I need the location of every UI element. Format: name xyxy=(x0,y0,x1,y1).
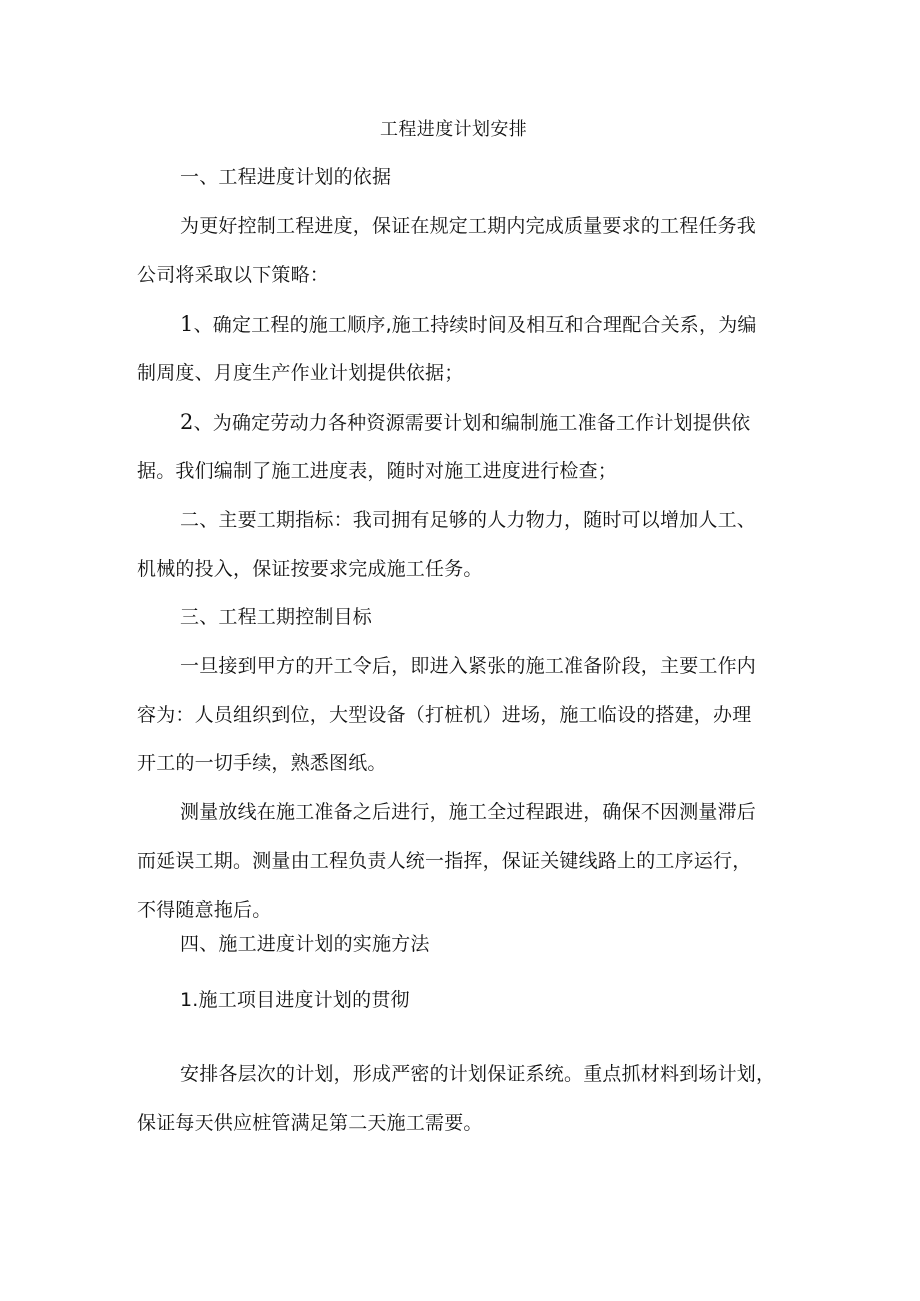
section-2-line-1: 二、主要工期指标：我司拥有足够的人力物力，随时可以增加人工、 xyxy=(180,509,757,531)
section-1-item-1-line-2: 制周度、月度生产作业计划提供依据； xyxy=(137,362,464,384)
section-1-item-2-line-2: 据。我们编制了施工进度表，随时对施工进度进行检查； xyxy=(137,460,618,482)
section-1-intro-line-1: 为更好控制工程进度，保证在规定工期内完成质量要求的工程任务我 xyxy=(180,215,757,237)
section-1-intro-line-2: 公司将采取以下策略： xyxy=(137,264,330,286)
item-1-number: 1 xyxy=(180,312,194,336)
section-1-item-2-line-1 xyxy=(180,410,750,435)
section-3-para-2-line-3: 不得随意拖后。 xyxy=(137,899,272,921)
section-2-line-2: 机械的投入，保证按要求完成施工任务。 xyxy=(137,558,483,580)
section-4-para-line-1: 安排各层次的计划，形成严密的计划保证系统。重点抓材料到场计划， xyxy=(180,1063,776,1085)
section-4-heading: 四、施工进度计划的实施方法 xyxy=(180,933,430,955)
item-1-text: 、确定工程的施工顺序,施工持续时间及相互和合理配合关系，为编 xyxy=(193,314,757,336)
section-4-para-line-2: 保证每天供应桩管满足第二天施工需要。 xyxy=(137,1112,483,1134)
section-3-para-2-line-1: 测量放线在施工准备之后进行，施工全过程跟进，确保不因测量滞后 xyxy=(180,801,757,823)
section-1-item-1-line-1 xyxy=(180,312,757,337)
section-3-para-1-line-2: 容为：人员组织到位，大型设备（打桩机）进场，施工临设的搭建，办理 xyxy=(137,704,752,726)
section-4-subheading: 1.施工项目进度计划的贯彻 xyxy=(180,989,410,1011)
section-3-para-2-line-2: 而延误工期。测量由工程负责人统一指挥，保证关键线路上的工序运行， xyxy=(137,850,752,872)
item-2-number: 2 xyxy=(180,410,194,434)
document-title: 工程进度计划安排 xyxy=(380,119,528,140)
item-2-text: 、为确定劳动力各种资源需要计划和编制施工准备工作计划提供依 xyxy=(193,412,751,434)
section-3-para-1-line-3: 开工的一切手续，熟悉图纸。 xyxy=(137,752,387,774)
section-1-heading: 一、工程进度计划的依据 xyxy=(180,166,392,188)
section-3-heading: 三、工程工期控制目标 xyxy=(180,606,373,628)
section-3-para-1-line-1: 一旦接到甲方的开工令后，即进入紧张的施工准备阶段，主要工作内 xyxy=(180,655,757,677)
